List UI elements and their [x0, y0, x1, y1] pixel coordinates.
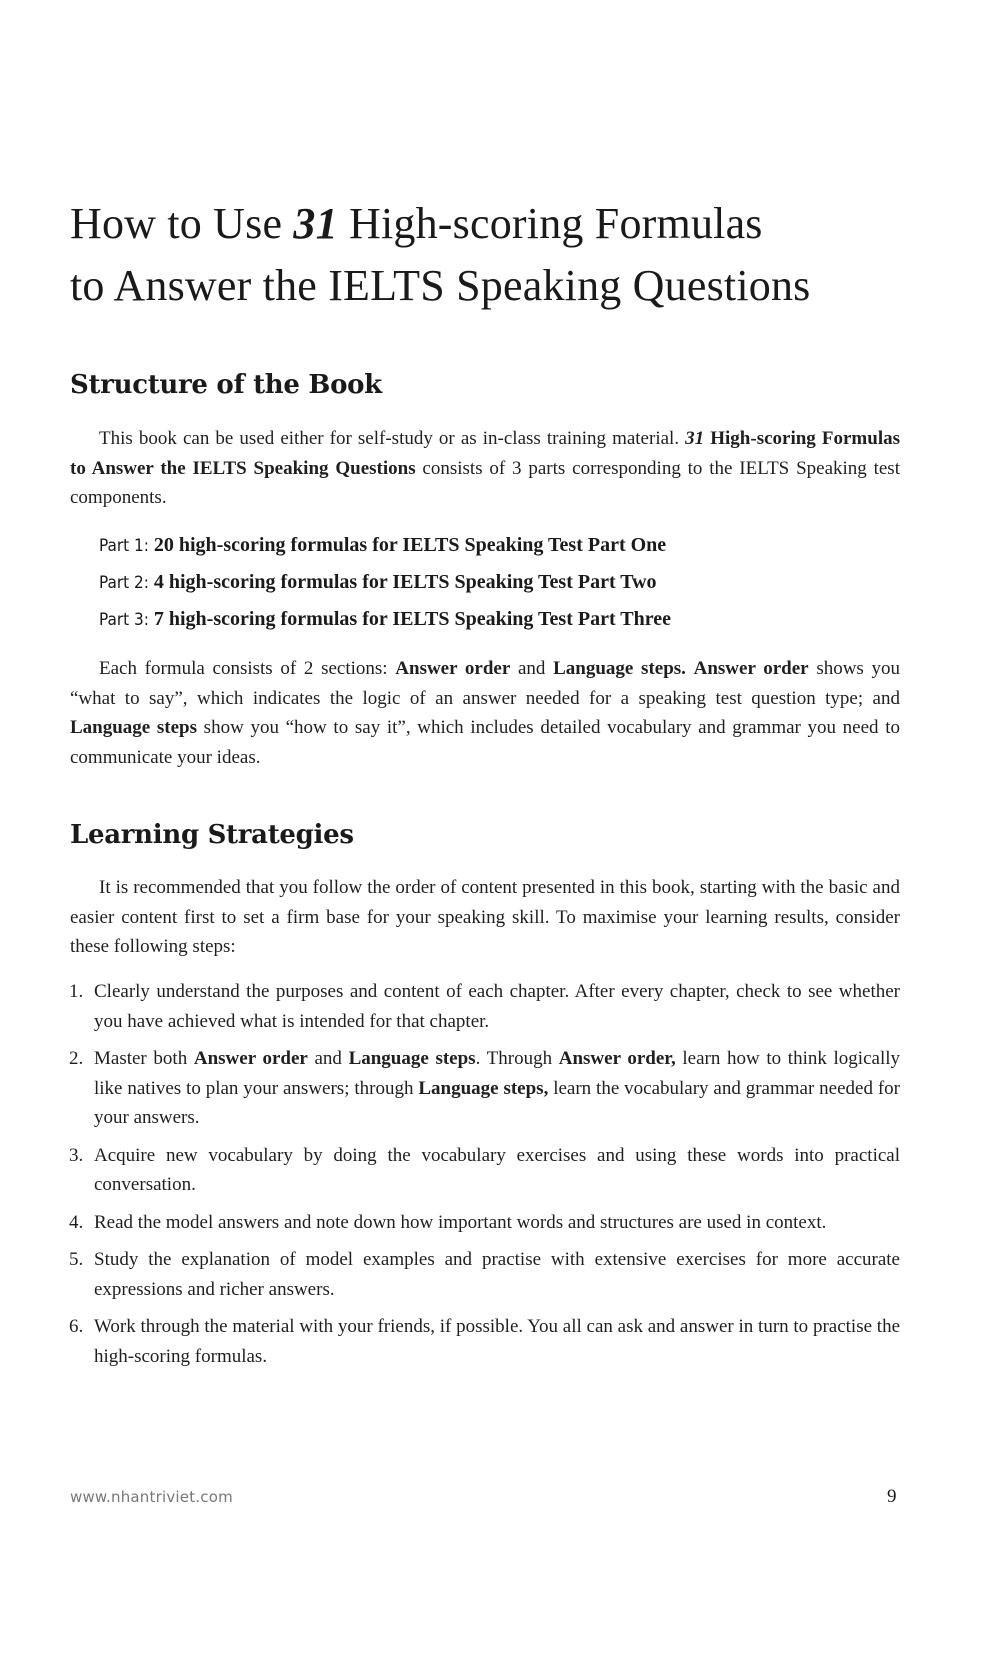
learning-steps-list — [70, 977, 900, 1379]
list-item — [99, 527, 671, 564]
intro-book-number: 31 — [685, 428, 705, 449]
part-label: Part 3: — [99, 610, 149, 630]
step-bold: Answer order, — [558, 1048, 676, 1069]
each-bold-2: Language steps. — [553, 658, 686, 679]
list-item — [70, 1044, 900, 1133]
list-item — [99, 564, 671, 601]
each-text-3 — [686, 658, 694, 679]
learning-heading: Learning Strategies — [70, 820, 354, 850]
part-text: 4 high-scoring formulas for IELTS Speaking Test Part Two — [153, 571, 657, 593]
step-number: 4. — [69, 1211, 84, 1233]
each-bold-1: Answer order — [395, 658, 511, 679]
each-bold-3: Answer order — [693, 658, 809, 679]
footer-url: www.nhantriviet.com — [70, 1488, 233, 1506]
title-line1-post: High-scoring Formulas — [337, 199, 763, 248]
part-label: Part 1: — [99, 536, 149, 556]
intro-book-title: High-scoring Formulas to Answer the IELTS Speaking Questions — [70, 428, 900, 479]
list-item — [70, 1208, 900, 1238]
structure-heading: Structure of the Book — [70, 370, 382, 400]
step-text: . Through — [475, 1048, 559, 1069]
step-number: 5. — [69, 1249, 84, 1270]
part-text: 20 high-scoring formulas for IELTS Speaking Test Part One — [153, 534, 667, 556]
list-item — [70, 1141, 900, 1200]
list-item — [70, 1312, 900, 1371]
each-text-1: Each formula consists of 2 sections: — [99, 658, 396, 679]
step-number: 1. — [69, 981, 84, 1002]
parts-list — [99, 527, 671, 638]
step-number: 3. — [69, 1144, 84, 1166]
step-bold: Language steps, — [418, 1077, 549, 1099]
step-number: 6. — [69, 1316, 84, 1337]
intro-text-2: consists of 3 parts corresponding to the IELTS Speaking test components. — [70, 457, 900, 508]
list-item — [70, 1245, 900, 1304]
each-text-4: shows you “what to say”, which indicates the logic of an answer needed for a speaking test question type; and — [70, 658, 901, 709]
step-text: learn how to think logically like natives to plan your answers; through — [94, 1048, 900, 1099]
title-line2: to Answer the IELTS Speaking Questions — [70, 261, 811, 310]
intro-text-1: This book can be used either for self-study or as in-class training material. — [99, 428, 686, 449]
step-text: Read the model answers and note down how important words and structures are used in context. — [94, 1211, 827, 1233]
structure-intro-paragraph — [70, 424, 900, 513]
each-text-5: show you “how to say it”, which includes detailed vocabulary and grammar you need to communicate your ideas. — [70, 717, 900, 768]
step-text: Study the explanation of model examples and practise with extensive exercises for more accurate expressions and richer answers. — [94, 1249, 900, 1300]
step-bold: Answer order — [193, 1048, 308, 1069]
step-text: learn the vocabulary and grammar needed for your answers. — [94, 1077, 901, 1128]
list-item — [70, 977, 900, 1036]
step-text: Clearly understand the purposes and content of each chapter. After every chapter, check to see whether you have achieved what is intended for that chapter. — [94, 981, 900, 1032]
page-title — [70, 193, 900, 317]
formula-sections-paragraph — [70, 654, 900, 772]
page-number: 9 — [887, 1486, 897, 1507]
step-text: Master both — [94, 1048, 194, 1069]
part-text: 7 high-scoring formulas for IELTS Speaking Test Part Three — [153, 608, 671, 630]
part-label: Part 2: — [99, 573, 149, 593]
step-text: and — [307, 1048, 349, 1069]
step-text: Work through the material with your friends, if possible. You all can ask and answer in turn to practise the high-scoring formulas. — [94, 1316, 900, 1367]
each-text-2: and — [510, 658, 554, 679]
step-number: 2. — [69, 1048, 84, 1069]
step-bold: Language steps — [348, 1048, 476, 1069]
each-bold-4: Language steps — [70, 717, 198, 738]
step-text: Acquire new vocabulary by doing the vocabulary exercises and using these words into practical conversation. — [94, 1144, 900, 1195]
learning-intro-paragraph: It is recommended that you follow the order of content presented in this book, starting with the basic and easier content first to set a firm base for your speaking skill. To maximise your learning results, consider these following steps: — [70, 877, 900, 957]
title-number: 31 — [293, 199, 338, 248]
title-line1-pre: How to Use — [70, 199, 294, 248]
list-item — [99, 601, 671, 638]
